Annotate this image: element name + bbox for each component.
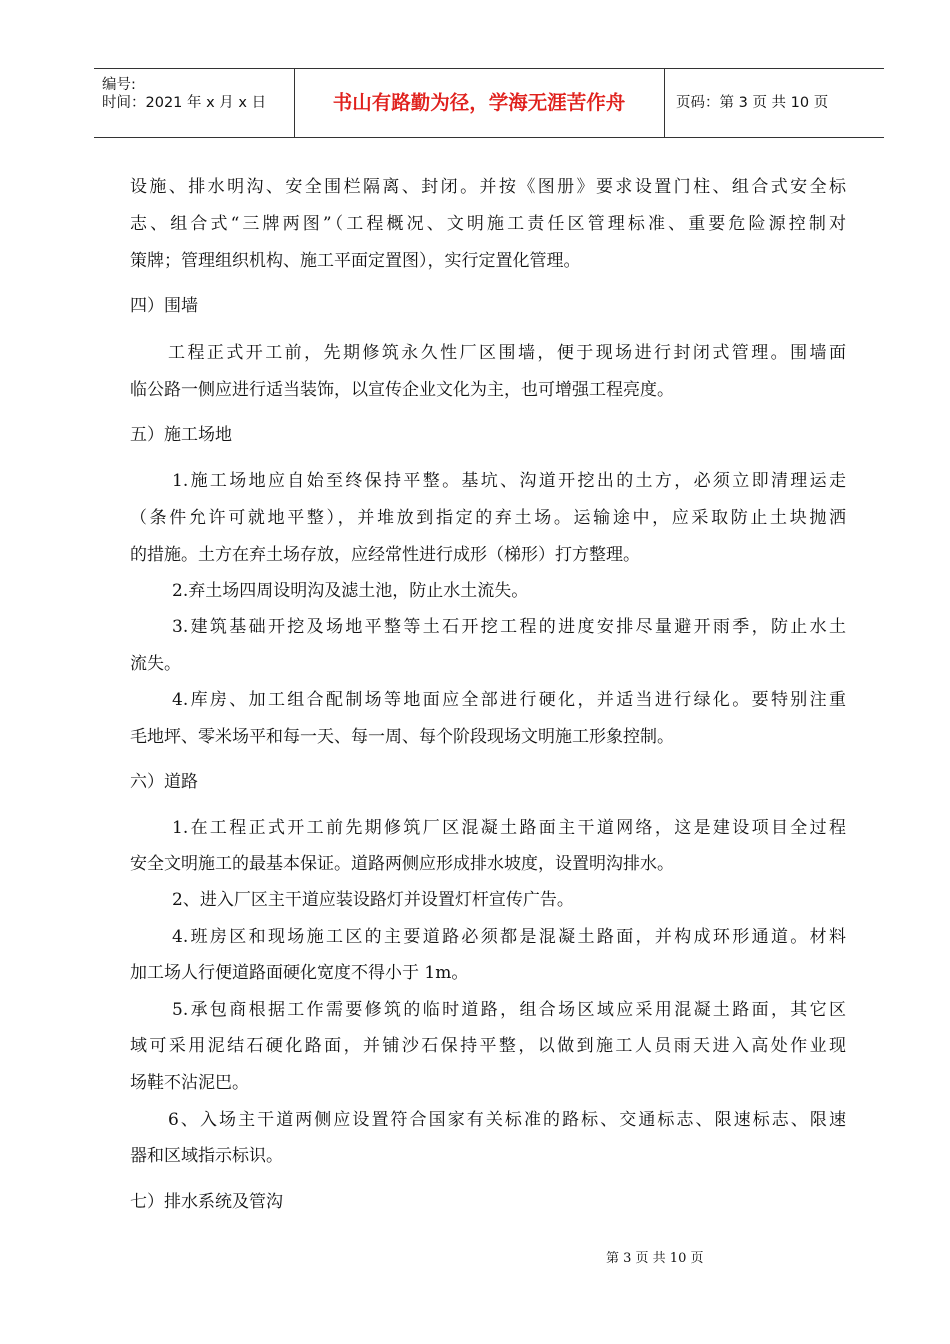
paragraph-line: 毛地坪、零米场平和每一天、每一周、每个阶段现场文明施工形象控制。 [130,727,674,747]
section-heading: 七）排水系统及管沟 [130,1192,283,1212]
paragraph-line: 1.在工程正式开工前先期修筑厂区混凝土路面主干道网络，这是建设项目全过程 [172,818,846,838]
paragraph-line: 安全文明施工的最基本保证。道路两侧应形成排水坡度，设置明沟排水。 [130,854,674,874]
paragraph-line: 临公路一侧应进行适当装饰，以宣传企业文化为主，也可增强工程亮度。 [130,380,674,400]
document-date: 时间：2021 年 x 月 x 日 [102,95,267,111]
document-number-label: 编号: [102,77,136,93]
paragraph-line: 2、进入厂区主干道应装设路灯并设置灯杆宣传广告。 [172,890,574,910]
section-heading: 五）施工场地 [130,425,232,445]
paragraph-line: 6、入场主干道两侧应设置符合国家有关标准的路标、交通标志、限速标志、限速 [168,1110,846,1130]
section-heading: 四）围墙 [130,296,198,316]
header-page-info: 页码：第 3 页 共 10 页 [676,95,829,111]
paragraph-line: 3.建筑基础开挖及场地平整等土石开挖工程的进度安排尽量避开雨季，防止水土 [172,617,846,637]
paragraph-line: 设施、排水明沟、安全围栏隔离、封闭。并按《图册》要求设置门柱、组合式安全标 [130,177,846,197]
paragraph-line: 器和区域指示标识。 [130,1146,283,1166]
paragraph-line: 4.班房区和现场施工区的主要道路必须都是混凝土路面，并构成环形通道。材料 [172,927,846,947]
paragraph-line: 1.施工场地应自始至终保持平整。基坑、沟道开挖出的土方，必须立即清理运走 [172,471,846,491]
paragraph-line: （条件允许可就地平整），并堆放到指定的弃土场。运输途中，应采取防止土块抛洒 [130,508,846,528]
paragraph-line: 策牌；管理组织机构、施工平面定置图），实行定置化管理。 [130,251,581,271]
paragraph-line: 5.承包商根据工作需要修筑的临时道路，组合场区域应采用混凝土路面，其它区 [172,1000,846,1020]
paragraph-line: 工程正式开工前，先期修筑永久性厂区围墙，便于现场进行封闭式管理。围墙面 [168,343,846,363]
paragraph-line: 场鞋不沾泥巴。 [130,1073,249,1093]
paragraph-line: 的措施。土方在弃土场存放，应经常性进行成形（梯形）打方整理。 [130,545,640,565]
header-meta [94,69,295,137]
page-header [94,68,884,138]
paragraph-line: 加工场人行便道路面硬化宽度不得小于 1m。 [130,963,469,983]
section-heading: 六）道路 [130,772,198,792]
paragraph-line: 域可采用泥结石硬化路面，并铺沙石保持平整，以做到施工人员雨天进入高处作业现 [130,1036,846,1056]
paragraph-line: 2.弃土场四周设明沟及滤土池，防止水土流失。 [172,581,529,601]
paragraph-line: 流失。 [130,654,181,674]
paragraph-line: 志、组合式“三牌两图”（工程概况、文明施工责任区管理标准、重要危险源控制对 [130,214,846,234]
paragraph-line: 4.库房、加工组合配制场等地面应全部进行硬化，并适当进行绿化。要特别注重 [172,690,846,710]
footer-page-number: 第 3 页 共 10 页 [606,1251,704,1266]
header-motto: 书山有路勤为径，学海无涯苦作舟 [294,69,665,137]
